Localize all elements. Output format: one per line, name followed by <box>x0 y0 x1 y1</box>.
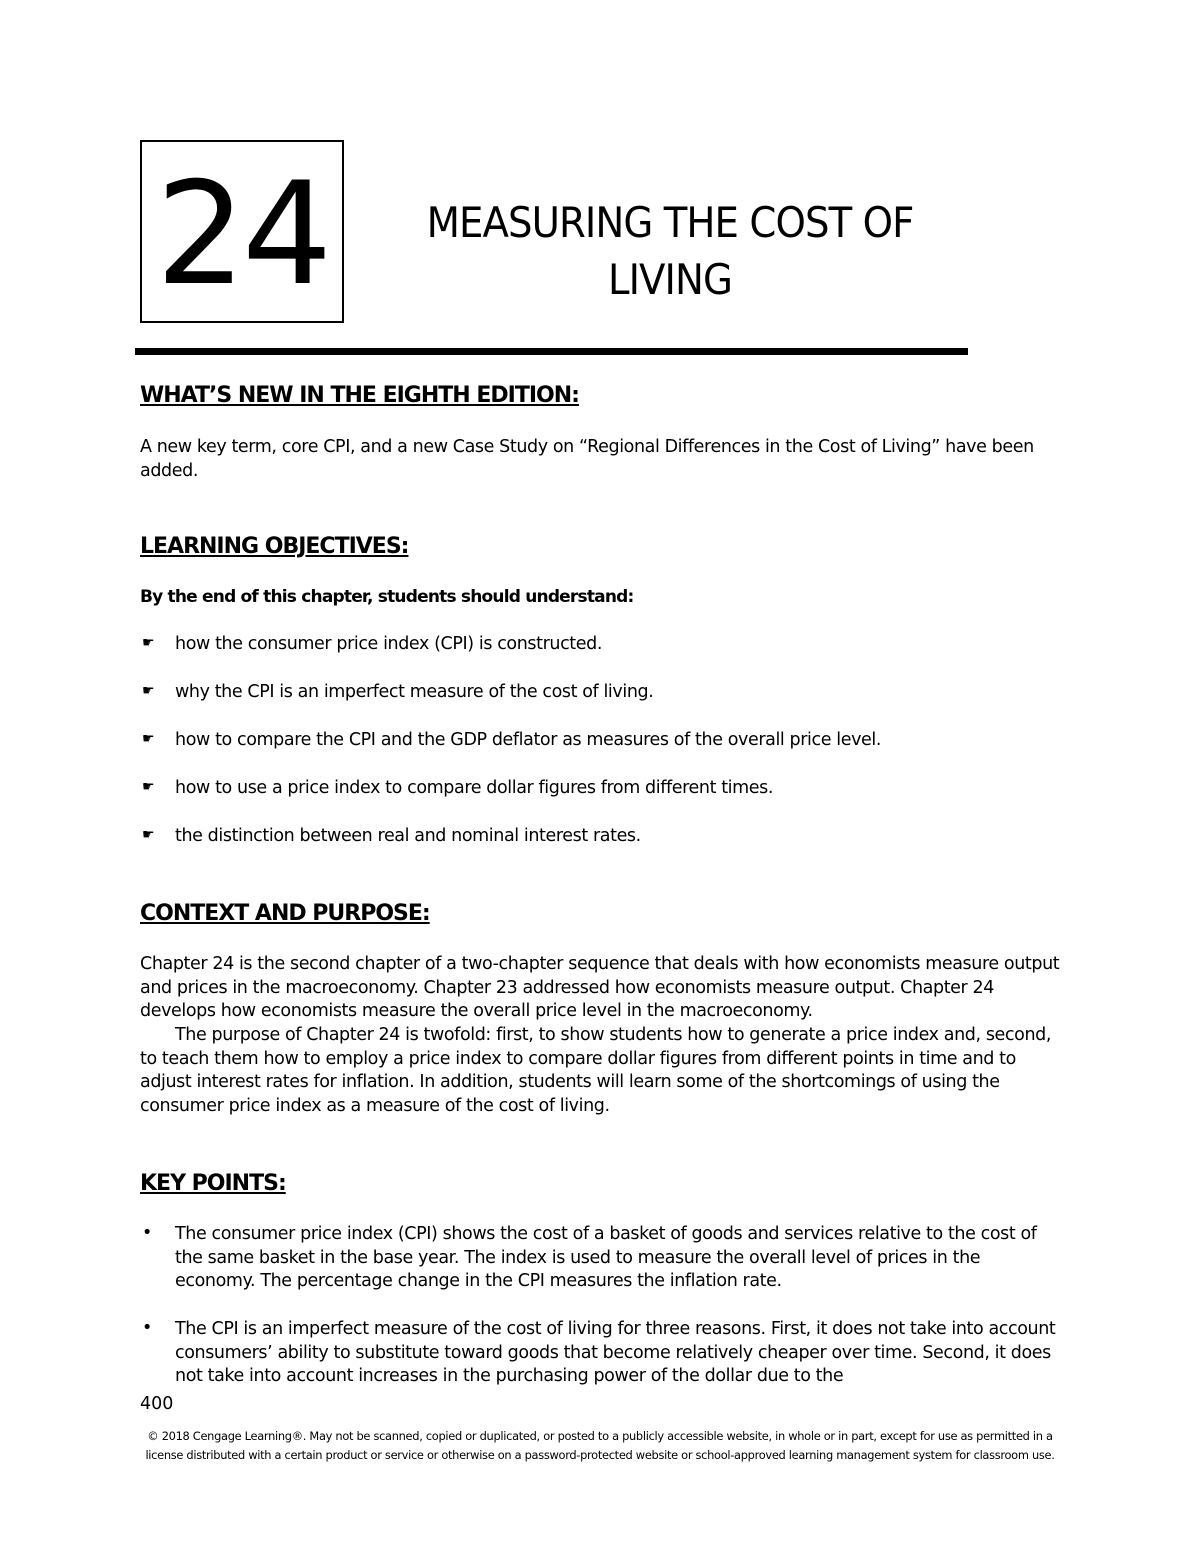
key-point-text: The consumer price index (CPI) shows the cost of a basket of goods and services relative to the cost of the same basket in the base year. The index is used to measure the overall level of prices in the economy. The percentage change in the CPI measures the inflation rate. <box>175 1224 1037 1292</box>
objective-text: the distinction between real and nominal interest rates. <box>175 826 641 846</box>
page-number: 400 <box>140 1394 174 1414</box>
objective-text: why the CPI is an imperfect measure of the cost of living. <box>175 682 654 702</box>
objective-item <box>140 730 1040 754</box>
objective-item <box>140 634 1040 658</box>
objective-item <box>140 778 1040 802</box>
bullet-mark: • <box>142 1223 153 1243</box>
title-divider <box>135 348 968 355</box>
objective-text: how to use a price index to compare dollar figures from different times. <box>175 778 774 798</box>
objective-item <box>140 682 1040 706</box>
objective-text: how to compare the CPI and the GDP deflator as measures of the overall price level. <box>175 730 882 750</box>
objective-text: how the consumer price index (CPI) is constructed. <box>175 634 603 654</box>
key-point-item <box>140 1318 1060 1390</box>
context-purpose-heading: CONTEXT AND PURPOSE: <box>140 901 430 926</box>
copyright-footer: © 2018 Cengage Learning®. May not be scanned, copied or duplicated, or posted to a publicly accessible website, in whole or in part, except for use as permitted in a license distributed with a certain product or service or otherwise on a password-protected website or school-approved learning management system for classroom use. <box>145 1429 1055 1462</box>
whats-new-text: A new key term, core CPI, and a new Case Study on “Regional Differences in the Cost of Living” have been added. <box>140 437 1034 481</box>
key-point-item <box>140 1223 1060 1295</box>
whats-new-heading: WHAT’S NEW IN THE EIGHTH EDITION: <box>140 383 579 408</box>
hand-pointer-icon: ☛ <box>142 635 155 651</box>
hand-pointer-icon: ☛ <box>142 683 155 699</box>
hand-pointer-icon: ☛ <box>142 731 155 747</box>
objectives-intro: By the end of this chapter, students should understand: <box>140 587 634 607</box>
purpose-paragraph: The purpose of Chapter 24 is twofold: first, to show students how to generate a price index and, second, to teach them how to employ a price index to compare dollar figures from different points in time and to adjust interest rates for inflation. In addition, students will learn some of the shortcomings of using the consumer price index as a measure of the cost of living. <box>140 1025 1052 1117</box>
key-point-text: The CPI is an imperfect measure of the cost of living for three reasons. First, it does not take into account consumers’ ability to substitute toward goods that become relatively cheaper over time. Second, it does not take into account increases in the purchasing power of the dollar due to the <box>175 1319 1056 1387</box>
chapter-title: MEASURING THE COST OF LIVING <box>426 198 914 304</box>
bullet-mark: • <box>142 1318 153 1338</box>
objective-item <box>140 826 1040 850</box>
hand-pointer-icon: ☛ <box>142 779 155 795</box>
context-paragraph: Chapter 24 is the second chapter of a two-chapter sequence that deals with how economists measure output and prices in the macroeconomy. Chapter 23 addressed how economists measure output. Chapter 24 develops how economists measure the overall price level in the macroeconomy. <box>140 954 1060 1022</box>
hand-pointer-icon: ☛ <box>142 827 155 843</box>
key-points-heading: KEY POINTS: <box>140 1171 286 1196</box>
chapter-number: 24 <box>155 152 329 317</box>
learning-objectives-heading: LEARNING OBJECTIVES: <box>140 534 409 559</box>
